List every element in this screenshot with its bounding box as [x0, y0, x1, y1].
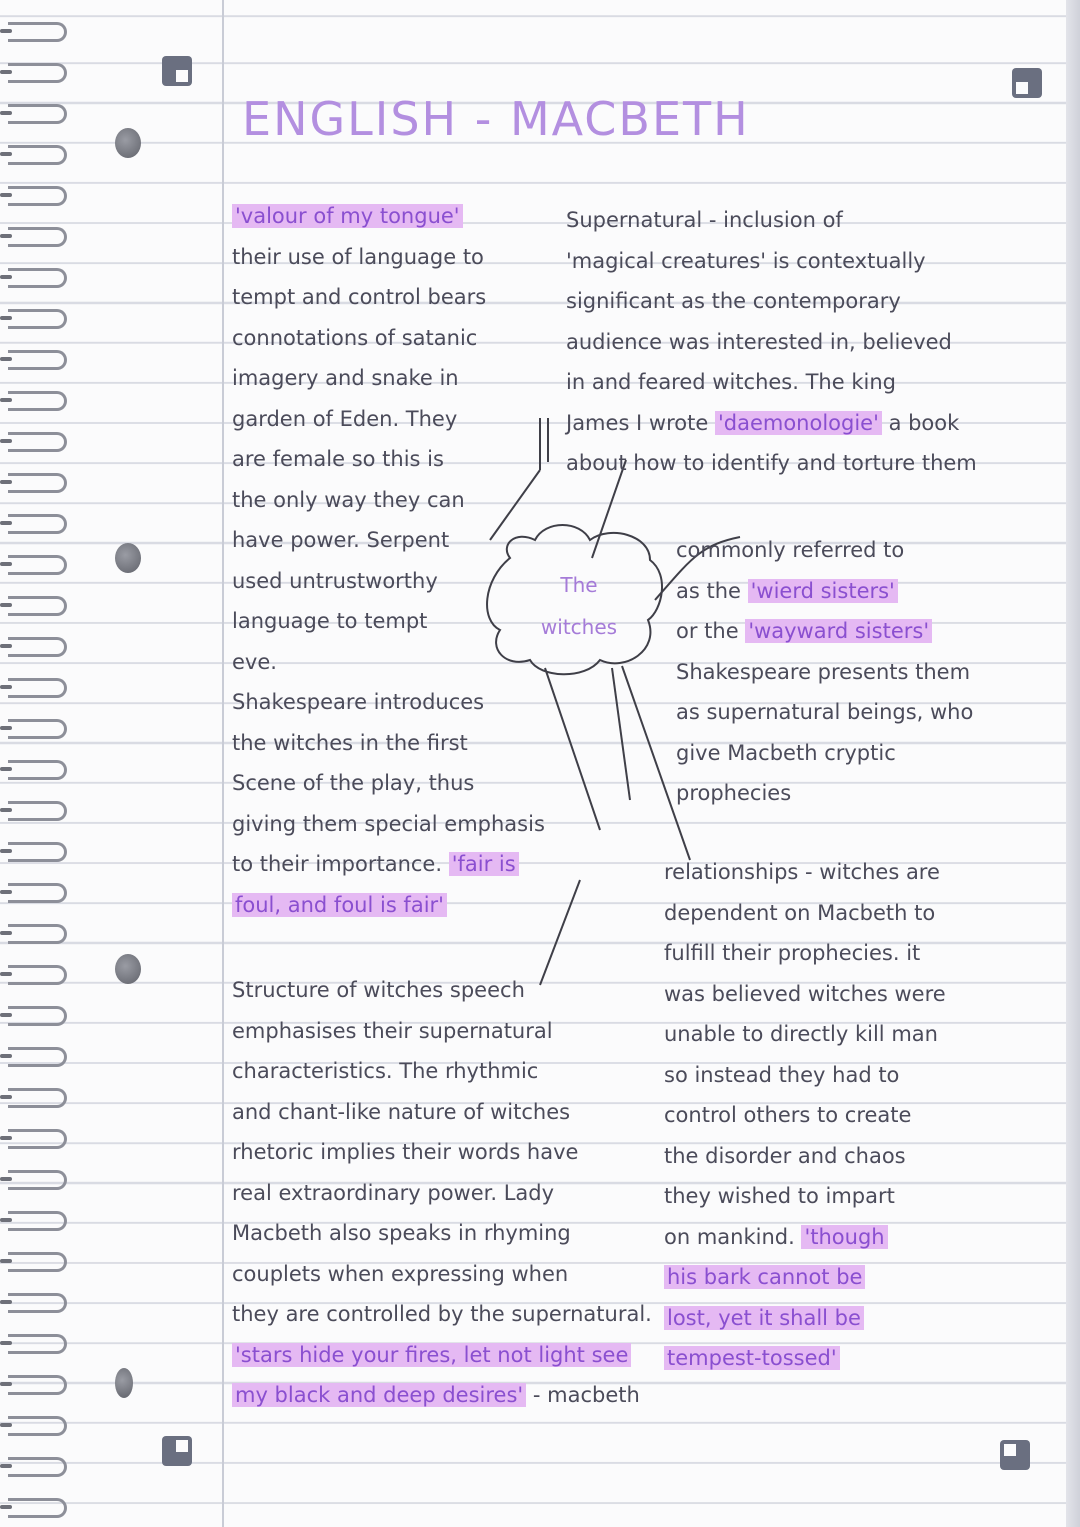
- note-text: they are controlled by the supernatural.: [232, 1302, 652, 1326]
- note-text: dependent on Macbeth to: [664, 900, 936, 925]
- note-text: in and feared witches. The king: [566, 370, 896, 394]
- note-line: [676, 652, 973, 693]
- note-line: [664, 1298, 946, 1339]
- note-text: Structure of witches speech: [232, 978, 525, 1002]
- note-line: [664, 1014, 946, 1055]
- note-line: [664, 1338, 946, 1379]
- note-text: have power. Serpent: [232, 528, 450, 552]
- note-text: so instead they had to: [664, 1062, 900, 1087]
- note-line: [676, 611, 973, 652]
- quote-highlight: 'daemonologie': [715, 411, 882, 435]
- note-text: characteristics. The rhythmic: [232, 1059, 539, 1083]
- quote-highlight: his bark cannot be: [664, 1265, 865, 1289]
- note-text: unable to directly kill man: [664, 1022, 938, 1046]
- note-line: [232, 237, 545, 278]
- note-text: control others to create: [664, 1103, 912, 1127]
- note-text: to their importance.: [232, 852, 443, 876]
- note-text: tempt and control bears: [232, 285, 487, 309]
- note-text: or the: [676, 619, 739, 643]
- note-line: [566, 281, 977, 322]
- note-line: [664, 1217, 946, 1258]
- note-weird-sisters: [676, 530, 973, 814]
- quote-highlight: 'fair is: [449, 852, 519, 876]
- note-text: Macbeth also speaks in rhyming: [232, 1221, 571, 1245]
- note-supernatural: [566, 200, 977, 484]
- note-line: [664, 1095, 946, 1136]
- note-text: - macbeth: [532, 1383, 640, 1407]
- note-text: language to tempt: [232, 609, 428, 633]
- note-text: Shakespeare introduces: [232, 690, 485, 714]
- note-line: [232, 1051, 652, 1092]
- note-text: as the: [676, 578, 741, 603]
- note-line: [664, 1055, 946, 1096]
- note-line: [232, 318, 545, 359]
- note-line: [232, 439, 545, 480]
- page-title: ENGLISH - MACBETH: [242, 92, 750, 146]
- note-line: [232, 1213, 652, 1254]
- note-text: eve.: [232, 649, 277, 674]
- note-text: Shakespeare presents them: [676, 659, 971, 684]
- note-text: are female so this is: [232, 447, 444, 471]
- note-line: [232, 763, 545, 804]
- note-text: connotations of satanic: [232, 325, 478, 350]
- note-line: [566, 200, 977, 241]
- note-line: [566, 362, 977, 403]
- note-line: [664, 1176, 946, 1217]
- note-line: [566, 403, 977, 444]
- note-language: [232, 196, 545, 925]
- note-line: [664, 933, 946, 974]
- quote-highlight: tempest-tossed': [664, 1346, 840, 1370]
- note-relationships: [664, 852, 946, 1379]
- note-line: [676, 733, 973, 774]
- note-line: [232, 642, 545, 683]
- bubble-line: The: [560, 573, 598, 597]
- note-text: imagery and snake in: [232, 366, 459, 390]
- note-line: [232, 804, 545, 845]
- note-line: [676, 692, 973, 733]
- note-line: [676, 530, 973, 571]
- note-line: [664, 1136, 946, 1177]
- note-text: on mankind.: [664, 1224, 795, 1249]
- note-line: [232, 1254, 652, 1295]
- quote-highlight: 'stars hide your fires, let not light see: [232, 1343, 631, 1367]
- note-text: as supernatural beings, who: [676, 700, 974, 724]
- quote-highlight: my black and deep desires': [232, 1383, 526, 1407]
- note-text: they wished to impart: [664, 1184, 895, 1208]
- note-line: [676, 773, 973, 814]
- note-text: the only way they can: [232, 487, 465, 512]
- quote-highlight: foul, and foul is fair': [232, 893, 447, 917]
- note-line: [232, 358, 545, 399]
- note-line: [232, 1335, 652, 1376]
- note-line: [232, 399, 545, 440]
- note-text: fulfill their prophecies. it: [664, 941, 921, 965]
- note-line: [232, 1375, 652, 1416]
- note-text: emphasises their supernatural: [232, 1018, 553, 1043]
- note-line: [232, 601, 545, 642]
- bubble-line: witches: [540, 615, 618, 639]
- note-text: give Macbeth cryptic: [676, 740, 896, 765]
- note-text: about how to identify and torture them: [566, 451, 977, 475]
- note-text: garden of Eden. They: [232, 406, 458, 431]
- note-line: [232, 480, 545, 521]
- note-structure: [232, 970, 652, 1416]
- note-text: a book: [888, 410, 960, 435]
- note-line: [232, 1173, 652, 1214]
- note-text: the disorder and chaos: [664, 1143, 906, 1168]
- note-line: [232, 520, 545, 561]
- note-line: [232, 1294, 652, 1335]
- quote-highlight: 'wayward sisters': [745, 619, 932, 643]
- quote-highlight: 'though: [801, 1225, 887, 1249]
- note-line: [664, 852, 946, 893]
- note-line: [664, 893, 946, 934]
- quote-highlight: 'valour of my tongue': [232, 204, 463, 228]
- note-line: [566, 241, 977, 282]
- note-text: their use of language to: [232, 244, 484, 269]
- note-line: [232, 844, 545, 885]
- note-line: [232, 277, 545, 318]
- note-line: [664, 974, 946, 1015]
- note-line: [232, 561, 545, 602]
- note-text: rhetoric implies their words have: [232, 1140, 579, 1164]
- note-line: [232, 885, 545, 926]
- note-text: the witches in the first: [232, 730, 468, 755]
- note-text: used untrustworthy: [232, 568, 438, 593]
- note-line: [232, 1092, 652, 1133]
- note-line: [232, 970, 652, 1011]
- note-line: [232, 196, 545, 237]
- note-text: Supernatural - inclusion of: [566, 208, 843, 232]
- note-text: was believed witches were: [664, 981, 946, 1006]
- note-text: audience was interested in, believed: [566, 329, 952, 354]
- note-text: prophecies: [676, 781, 792, 805]
- note-line: [664, 1257, 946, 1298]
- quote-highlight: lost, yet it shall be: [664, 1306, 864, 1330]
- note-text: real extraordinary power. Lady: [232, 1180, 555, 1205]
- note-line: [676, 571, 973, 612]
- note-line: [232, 723, 545, 764]
- note-line: [232, 1132, 652, 1173]
- note-text: 'magical creatures' is contextually: [566, 248, 926, 273]
- note-line: [566, 322, 977, 363]
- note-line: [232, 1011, 652, 1052]
- note-text: and chant-like nature of witches: [232, 1099, 571, 1124]
- quote-highlight: 'wierd sisters': [748, 579, 898, 603]
- note-text: significant as the contemporary: [566, 289, 901, 313]
- note-text: giving them special emphasis: [232, 811, 545, 836]
- note-text: couplets when expressing when: [232, 1261, 569, 1286]
- note-text: commonly referred to: [676, 538, 905, 562]
- note-text: James I wrote: [566, 410, 709, 435]
- note-text: relationships - witches are: [664, 860, 940, 884]
- note-text: Scene of the play, thus: [232, 771, 475, 795]
- note-line: [232, 682, 545, 723]
- note-line: [566, 443, 977, 484]
